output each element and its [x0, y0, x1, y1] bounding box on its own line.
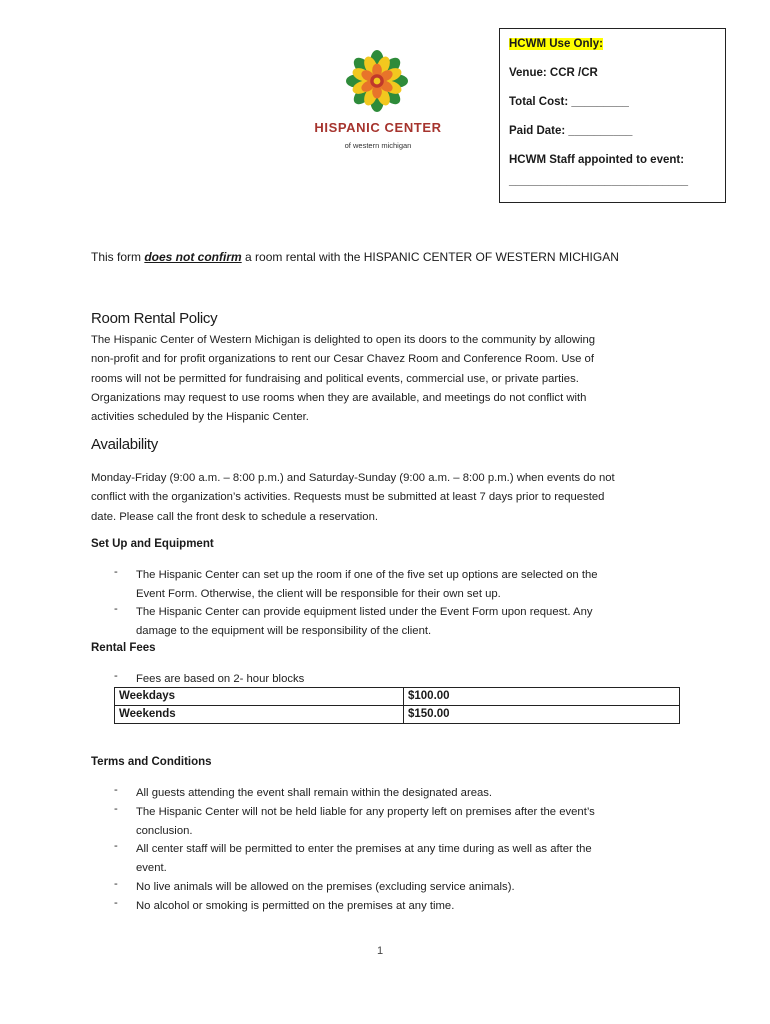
flower-logo-icon: [346, 50, 408, 112]
fees-heading: Rental Fees: [91, 642, 156, 654]
total-cost-field: Total Cost: _________: [509, 96, 629, 108]
hispanic-center-logo: [300, 50, 460, 160]
does-not-confirm-emphasis: does not confirm: [144, 250, 242, 264]
table-row: [115, 688, 680, 706]
policy-paragraph: The Hispanic Center of Western Michigan is delighted to open its doors to the community by allowing non-profit and for profit organizations to rent our Cesar Chavez Room and Conference Room. Use of rooms will not be permitted for fundraising and political events, commercial use, or private parties. Organizations may request to use rooms when they are available, and meetings do not conflict with activities scheduled by the Hispanic Center.: [91, 334, 596, 424]
intro-statement: This form does not confirm a room rental with the HISPANIC CENTER OF WESTERN MICHIGAN: [91, 250, 619, 264]
fee-label: Weekends: [115, 706, 404, 724]
availability-heading: Availability: [91, 436, 158, 453]
paid-date-field: Paid Date: __________: [509, 125, 633, 137]
terms-heading: Terms and Conditions: [91, 756, 212, 768]
page-number: 1: [377, 945, 384, 957]
logo-name: HISPANIC CENTER: [314, 120, 442, 135]
venue-field: Venue: CCR /CR: [509, 67, 598, 79]
logo-subtitle: of western michigan: [344, 141, 412, 150]
policy-heading: Room Rental Policy: [91, 310, 218, 327]
fee-value: $100.00: [404, 688, 680, 706]
fee-value: $150.00: [404, 706, 680, 724]
staff-box-title: HCWM Use Only:: [509, 38, 603, 50]
fee-label: Weekdays: [115, 688, 404, 706]
table-row: [115, 706, 680, 724]
availability-paragraph: Monday-Friday (9:00 a.m. – 8:00 p.m.) and Saturday-Sunday (9:00 a.m. – 8:00 p.m.) when events do not conflict with the organization’s activities. Requests must be submitted at least 7 days prior to requested date. Please call the front desk to schedule a reservation.: [91, 472, 615, 523]
staff-appointed-field: HCWM Staff appointed to event:: [509, 154, 685, 166]
setup-heading: Set Up and Equipment: [91, 538, 214, 550]
staff-use-box: [499, 28, 726, 203]
staff-appointed-blank: ____________________________: [509, 175, 689, 187]
fees-table: [114, 687, 680, 724]
